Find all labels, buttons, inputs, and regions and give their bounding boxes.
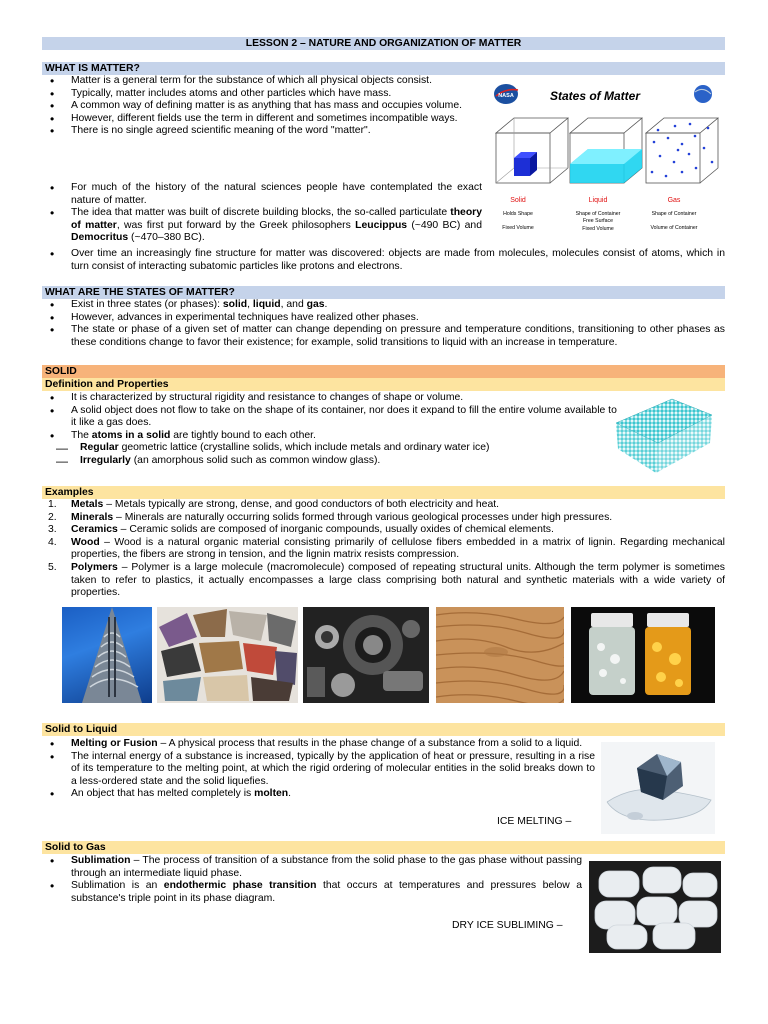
item-term: Metals	[71, 499, 104, 510]
item-number: 4.	[48, 536, 57, 548]
item-text: – Minerals are naturally occurring solids formed through various geological processes under high pressures.	[113, 511, 613, 523]
melting-term: Melting or Fusion	[71, 738, 158, 749]
text: (~490 BC) and	[407, 219, 482, 231]
item-term: Ceramics	[71, 524, 118, 536]
states-figure-svg	[490, 76, 722, 236]
list-item: • It is characterized by structural rigidity and resistance to changes of shape or volume.	[42, 392, 622, 405]
text: ,	[247, 299, 253, 310]
metal-skyscraper-photo	[62, 607, 152, 703]
ice-melting-caption: ICE MELTING –	[497, 816, 572, 827]
gas-prop-1: Shape of Container	[651, 211, 697, 217]
list-item: • However, different fields use the term in different and sometimes incompatible ways.	[42, 113, 482, 126]
section-heading-solid: SOLID	[42, 365, 725, 378]
list-item: • For much of the history of the natural sciences people have contemplated the exact nature of matter.	[42, 182, 482, 207]
text: Sublimation is an	[71, 880, 164, 892]
list-item	[42, 430, 622, 468]
list-item	[42, 562, 725, 600]
democritus: Democritus	[71, 232, 129, 244]
list-item	[42, 299, 725, 312]
solid-prop-1: Holds Shape	[503, 211, 533, 217]
list-item	[42, 537, 725, 562]
dry-ice-caption: DRY ICE SUBLIMING –	[452, 920, 563, 931]
section-heading-what-is-matter: WHAT IS MATTER?	[42, 62, 725, 75]
text: are tightly bound to each other.	[170, 429, 316, 441]
list-item: • A common way of defining matter is as anything that has mass and occupies volume.	[42, 100, 482, 113]
history-list	[42, 182, 482, 245]
text: An object that has melted completely is	[71, 788, 255, 800]
solid-arrangement-list	[42, 442, 622, 467]
list-item: • Typically, matter includes atoms and other particles which have mass.	[42, 88, 482, 101]
theory-of-matter: theory of matter	[71, 207, 482, 231]
list-item	[42, 880, 582, 905]
regular-word: Regular	[80, 442, 119, 454]
list-item: • The internal energy of a substance is increased, typically by the application of heat or pressure, resulting in a rise of its temperature to the melting point, at which the rigid ordering of molecular entities in the solid breaks down to a less-ordered state and the solid liquefies.	[42, 751, 595, 789]
subheading-solid-to-liquid: Solid to Liquid	[42, 723, 725, 736]
ice-melting-photo	[601, 742, 715, 834]
text: geometric lattice (crystalline solids, which include metals and ordinary water ice)	[118, 442, 490, 454]
solid-to-liquid-list	[42, 738, 595, 801]
item-number: 5.	[48, 561, 57, 573]
gas-word: gas	[306, 299, 325, 310]
gas-box-icon	[646, 118, 718, 183]
irregularly-word: Irregularly	[80, 454, 131, 466]
item-number: 1.	[48, 499, 57, 510]
list-item	[42, 738, 595, 751]
examples-list	[42, 499, 725, 600]
list-item: • Matter is a general term for the substance of which all physical objects consist.	[42, 75, 482, 88]
what-is-matter-list	[42, 75, 482, 138]
molten-word: molten	[254, 788, 289, 800]
list-item	[42, 524, 725, 537]
list-item: • Over time an increasingly fine structure for matter was discovered: objects are made from molecules, molecules consist of atoms, which in turn consist of interacting subatomic particles like protons and electrons.	[42, 248, 725, 273]
list-item: • A solid object does not flow to take on the shape of its container, nor does it expand to fill the entire volume available to it like a gas does.	[42, 405, 622, 430]
list-item	[42, 788, 595, 801]
gas-prop-2: Volume of Container	[650, 225, 698, 231]
text: .	[288, 788, 292, 800]
gas-label: Gas	[667, 197, 681, 204]
subheading-definition: Definition and Properties	[42, 378, 725, 391]
sublimation-term: Sublimation	[71, 855, 131, 866]
list-item	[42, 855, 582, 880]
states-of-matter-figure	[490, 76, 722, 236]
list-item	[42, 499, 725, 512]
item-text: – Ceramic solids are composed of inorganic compounds, usually oxides of chemical elements.	[117, 524, 554, 536]
crystal-lattice-image	[612, 393, 716, 477]
liquid-word: liquid	[252, 299, 281, 310]
list-item	[42, 442, 622, 455]
list-item: • However, advances in experimental techniques have realized other phases.	[42, 312, 725, 325]
liquid-prop-3: Fixed Volume	[582, 226, 614, 232]
ceramics-photo	[303, 607, 429, 703]
dry-ice-photo	[589, 861, 721, 953]
subheading-examples: Examples	[42, 486, 725, 499]
text: – The process of transition of a substance from the solid phase to the gas phase without passing through an intermediate liquid phase.	[71, 855, 582, 879]
list-item	[42, 207, 482, 245]
text: .	[324, 299, 328, 310]
lesson-title: LESSON 2 – NATURE AND ORGANIZATION OF MATTER	[42, 37, 725, 50]
polymers-photo	[571, 607, 715, 703]
item-text: – Metals typically are strong, dense, and good conductors of both electricity and heat.	[103, 499, 499, 510]
item-term: Polymers	[71, 561, 118, 573]
minerals-photo	[157, 607, 298, 703]
liquid-prop-2: Free Surface	[583, 218, 613, 224]
text: – A physical process that results in the phase change of a substance from a solid to a liquid.	[157, 738, 583, 749]
subheading-solid-to-gas: Solid to Gas	[42, 841, 725, 854]
atoms-in-solid: atoms in a solid	[91, 429, 171, 441]
list-item	[42, 455, 622, 468]
globe-icon	[694, 85, 712, 103]
text: (an amorphous solid such as common window glass).	[130, 454, 381, 466]
solid-box-icon	[496, 118, 568, 183]
structure-list	[42, 248, 725, 273]
solid-properties-list	[42, 392, 622, 468]
item-text: – Wood is a natural organic material consisting primarily of cellulose fibers embedded in a matrix of lignin. Regarding mechanical properties, the fibers are strong in tension, and the lignin matrix resists compression.	[71, 536, 725, 561]
solid-to-gas-list	[42, 855, 582, 905]
liquid-label: Liquid	[588, 197, 608, 204]
leucippus: Leucippus	[355, 219, 408, 231]
text: (~470–380 BC).	[128, 232, 205, 244]
solid-word: solid	[222, 299, 248, 310]
item-number: 3.	[48, 524, 57, 536]
solid-prop-2: Fixed Volume	[502, 225, 534, 231]
section-heading-states: WHAT ARE THE STATES OF MATTER?	[42, 286, 725, 299]
list-item: • The state or phase of a given set of matter can change depending on pressure and temperature conditions, transitioning to other phases as these conditions change to favor their existence; for example, solid transitions to liquid with an increase in temperature.	[42, 324, 725, 349]
text: The	[71, 429, 92, 441]
list-item-text: The idea that matter was built of discrete building blocks, the so-called particulate	[71, 207, 448, 219]
item-term: Minerals	[71, 511, 114, 523]
liquid-box-icon	[570, 118, 642, 183]
item-number: 2.	[48, 511, 57, 523]
text: Exist in three states (or phases):	[71, 299, 223, 310]
item-term: Wood	[71, 536, 100, 548]
text: that occurs at temperatures and pressures below a substance's triple point in its phase diagram.	[71, 880, 583, 904]
endothermic-term: endothermic phase transition	[163, 880, 317, 892]
liquid-prop-1: Shape of Container	[575, 211, 621, 217]
list-item	[42, 512, 725, 525]
list-item: • There is no single agreed scientific meaning of the word "matter".	[42, 125, 482, 138]
item-text: – Polymer is a large molecule (macromolecule) composed of repeating structural units. Although the term polymer is sometimes taken to refer to plastics, it actually encompasses a large class comprising both natural and synthetic materials with a wide variety of properties.	[71, 561, 725, 599]
nasa-logo-text: NASA	[498, 93, 514, 99]
solid-label: Solid	[510, 197, 526, 204]
wood-grain-photo	[436, 607, 564, 703]
text: , was first put forward by the Greek philosophers	[116, 219, 356, 231]
text: , and	[280, 299, 307, 310]
figure-title: States of Matter	[549, 89, 641, 103]
states-list	[42, 299, 725, 349]
